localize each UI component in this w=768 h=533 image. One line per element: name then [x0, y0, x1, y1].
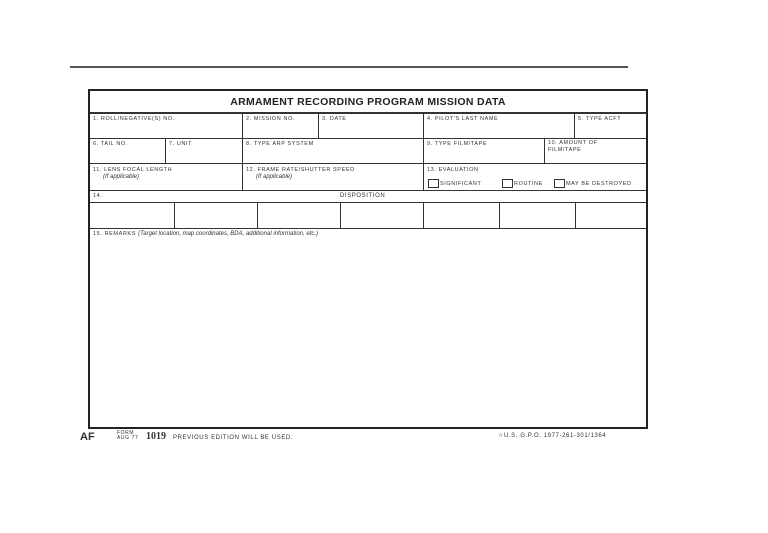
divider: [574, 113, 575, 138]
field-type-film-tape[interactable]: 9. TYPE FILM/TAPE: [427, 141, 488, 147]
divider: [90, 163, 646, 164]
footer-af: AF: [80, 431, 95, 443]
field-mission-no[interactable]: 2. MISSION NO.: [246, 116, 296, 122]
checkbox-box[interactable]: [428, 179, 439, 188]
field-remarks[interactable]: 15. REMARKS (Target location, map coordinates, BDA, additional information, etc.): [93, 231, 318, 237]
footer-gpo: ☆U.S. G.P.O. 1977-261-301/1364: [498, 433, 607, 439]
divider: [242, 113, 243, 138]
divider: [318, 113, 319, 138]
footer-form-number: 1019: [146, 431, 166, 442]
divider: [423, 202, 424, 228]
disposition-header: DISPOSITION: [340, 193, 386, 199]
divider: [174, 202, 175, 228]
field-date[interactable]: 3. DATE: [322, 116, 347, 122]
field-frame-rate[interactable]: 12. FRAME RATE/SHUTTER SPEED (If applicable): [246, 167, 355, 180]
divider: [499, 202, 500, 228]
field-type-acft[interactable]: 5. TYPE ACFT: [578, 116, 622, 122]
field-tail-no[interactable]: 6. TAIL NO.: [93, 141, 128, 147]
divider: [90, 228, 646, 229]
field-evaluation-label: 13. EVALUATION: [427, 167, 479, 173]
divider: [90, 138, 646, 139]
divider: [165, 138, 166, 163]
field-lens-focal-length[interactable]: 11. LENS FOCAL LENGTH (If applicable): [93, 167, 173, 180]
field-pilot-last-name[interactable]: 4. PILOT'S LAST NAME: [427, 116, 499, 122]
field-unit[interactable]: 7. UNIT: [169, 141, 193, 147]
divider: [575, 202, 576, 228]
field-14-label: 14.: [93, 193, 103, 199]
top-rule: [70, 66, 628, 68]
field-type-arp-system[interactable]: 8. TYPE ARP SYSTEM: [246, 141, 314, 147]
divider: [423, 113, 424, 138]
divider: [340, 202, 341, 228]
form-title: ARMAMENT RECORDING PROGRAM MISSION DATA: [230, 96, 506, 108]
field-roll-negative-no[interactable]: 1. ROLL/NEGATIVE(S) NO.: [93, 116, 175, 122]
divider: [242, 138, 243, 163]
divider: [242, 163, 243, 190]
divider: [423, 138, 424, 163]
checkbox-box[interactable]: [554, 179, 565, 188]
checkbox-significant[interactable]: SIGNIFICANT: [428, 179, 481, 188]
divider: [90, 112, 646, 114]
checkbox-box[interactable]: [502, 179, 513, 188]
field-amount-film-tape[interactable]: 10. AMOUNT OF FILM/TAPE: [548, 140, 598, 153]
footer-note: PREVIOUS EDITION WILL BE USED.: [173, 435, 294, 441]
divider: [90, 190, 646, 191]
divider: [423, 163, 424, 190]
footer-form: FORM AUG 77: [117, 430, 139, 441]
divider: [257, 202, 258, 228]
mission-data-form: [88, 89, 648, 429]
checkbox-routine[interactable]: ROUTINE: [502, 179, 543, 188]
divider: [544, 138, 545, 163]
checkbox-may-be-destroyed[interactable]: MAY BE DESTROYED: [554, 179, 632, 188]
